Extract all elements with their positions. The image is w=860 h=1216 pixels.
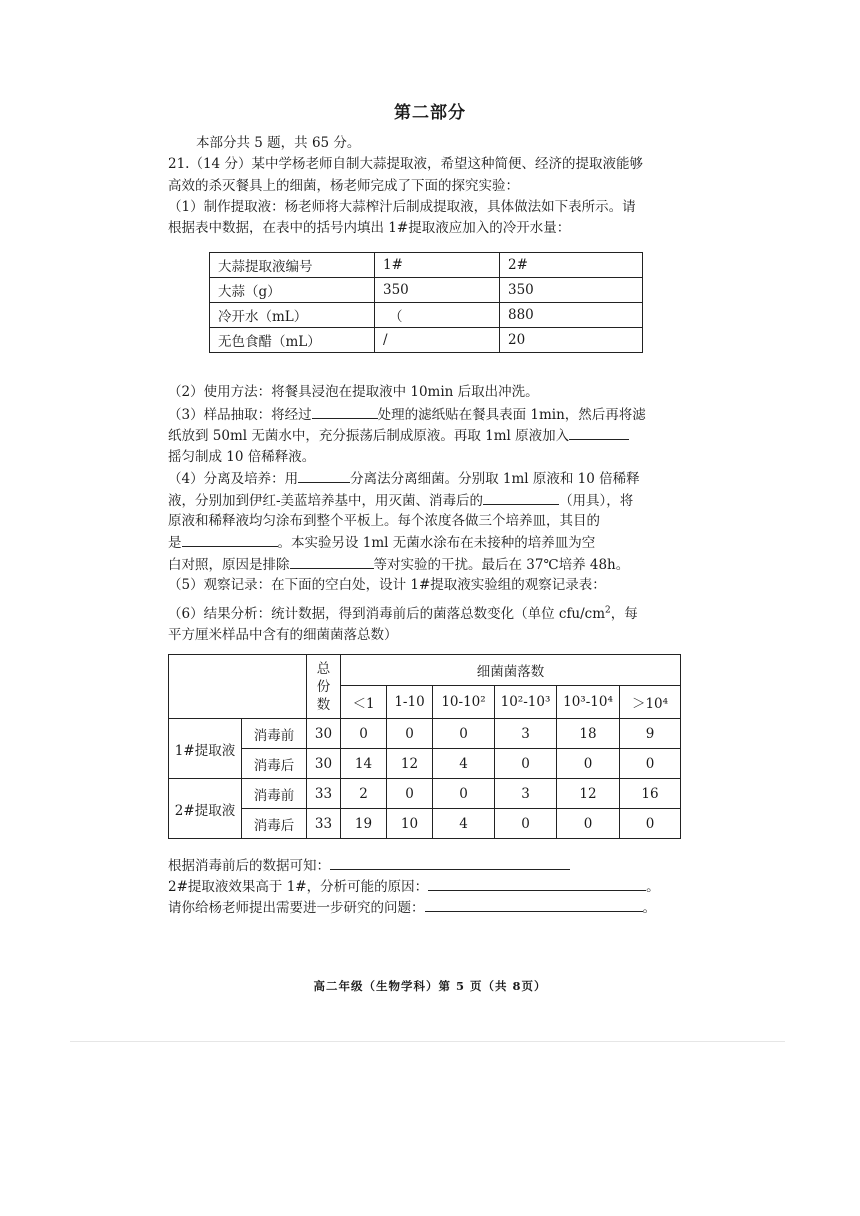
- table-cell: 3: [495, 779, 557, 809]
- section-intro: 本部分共 5 题，共 65 分。: [196, 135, 361, 151]
- extract-recipe-table: [209, 252, 643, 353]
- table-cell: 3: [495, 719, 557, 749]
- part4-line-1: （4）分离及培养：用 分离法分离细菌。分别取 1ml 原液和 10 倍稀释: [168, 468, 640, 489]
- table-cell: 12: [387, 749, 433, 779]
- answer-blank[interactable]: [569, 425, 629, 440]
- table-cell: 2#: [500, 253, 643, 278]
- row-label: 消毒前: [242, 719, 307, 749]
- table-cell: 12: [557, 779, 620, 809]
- range-header: ＜1: [341, 686, 387, 719]
- table-cell: 350: [500, 278, 643, 303]
- part4-line-5: 白对照，原因是排除 等对实验的干扰。最后在 37℃培养 48h。: [168, 554, 629, 575]
- table-row: [169, 719, 681, 749]
- part3-line-3: 摇匀制成 10 倍稀释液。: [168, 449, 316, 465]
- range-header: ＞10⁴: [620, 686, 681, 719]
- total-cell: 30: [307, 719, 341, 749]
- table-cell: 2: [341, 779, 387, 809]
- answer-blank[interactable]: [182, 532, 278, 547]
- table-cell: 350: [375, 278, 500, 303]
- part3-line-2: 纸放到 50ml 无菌水中，充分振荡后制成原液。再取 1ml 原液加入: [168, 425, 629, 446]
- q21-line-3: （1）制作提取液：杨老师将大蒜榨汁后制成提取液，具体做法如下表所示。请: [168, 199, 636, 215]
- table-row: [210, 278, 643, 303]
- table-cell: 9: [620, 719, 681, 749]
- table-corner-cell: [169, 655, 307, 719]
- answer-blank[interactable]: [298, 468, 350, 483]
- table-cell: 大蒜提取液编号: [210, 253, 375, 278]
- table-cell: 19: [341, 809, 387, 839]
- table-cell: 0: [557, 809, 620, 839]
- table-cell: 880: [500, 303, 643, 328]
- range-header: 10³-10⁴: [557, 686, 620, 719]
- table-cell: 无色食醋（mL）: [210, 328, 375, 353]
- table-cell: 20: [500, 328, 643, 353]
- table-cell: 0: [341, 719, 387, 749]
- table-cell: 0: [557, 749, 620, 779]
- table-cell: 0: [495, 809, 557, 839]
- table-row: [169, 809, 681, 839]
- answer-blank[interactable]: [290, 554, 374, 569]
- table-cell: 大蒜（g）: [210, 278, 375, 303]
- range-header: 10²-10³: [495, 686, 557, 719]
- answer-blank[interactable]: [483, 490, 559, 505]
- q21-line-4: 根据表中数据，在表中的括号内填出 1#提取液应加入的冷开水量：: [168, 220, 571, 236]
- table-cell: 14: [341, 749, 387, 779]
- table-row: [169, 779, 681, 809]
- part3-line-1: （3）样品抽取：将经过 处理的滤纸贴在餐具表面 1min，然后再将滤: [168, 404, 646, 425]
- part4-line-4: 是 。本实验另设 1ml 无菌水涂布在未接种的培养皿为空: [168, 532, 595, 553]
- table-cell: 18: [557, 719, 620, 749]
- part6-line-2: 平方厘米样品中含有的细菌菌落总数）: [168, 627, 398, 643]
- q21-line-1: 21.（14 分）某中学杨老师自制大蒜提取液，希望这种简便、经济的提取液能够: [168, 156, 643, 172]
- part2-text: （2）使用方法：将餐具浸泡在提取液中 10min 后取出冲洗。: [168, 384, 539, 400]
- table-row: [210, 328, 643, 353]
- total-cell: 30: [307, 749, 341, 779]
- group-label: 1#提取液: [169, 719, 242, 779]
- answer-blank[interactable]: [312, 404, 378, 419]
- range-header: 1-10: [387, 686, 433, 719]
- table-cell: 10: [387, 809, 433, 839]
- table-cell: 0: [433, 779, 495, 809]
- analysis-question-2: 2#提取液效果高于 1#，分析可能的原因： 。: [168, 876, 660, 897]
- total-cell: 33: [307, 809, 341, 839]
- part6-line-1: （6）结果分析：统计数据，得到消毒前后的菌落总数变化（单位 cfu/$cm^2$，每: [168, 605, 638, 622]
- table-cell: 4: [433, 809, 495, 839]
- table-row: [210, 253, 643, 278]
- table-header-row: [169, 655, 681, 686]
- part4-line-2: 液，分别加到伊红-美蓝培养基中，用灭菌、消毒后的 （用具），将: [168, 490, 633, 511]
- table-cell: 0: [620, 749, 681, 779]
- table-row: [169, 749, 681, 779]
- colony-count-table: [168, 654, 681, 839]
- table-cell: 1#: [375, 253, 500, 278]
- table-cell: 4: [433, 749, 495, 779]
- part4-line-3: 原液和稀释液均匀涂布到整个平板上。每个浓度各做三个培养皿，其目的: [168, 513, 600, 529]
- analysis-question-1: 根据消毒前后的数据可知：: [168, 855, 570, 876]
- page-footer: 高二年级（生物学科）第 5 页（共 8页）: [313, 979, 547, 993]
- table-cell: 冷开水（mL）: [210, 303, 375, 328]
- total-header: 总 份 数: [307, 655, 341, 719]
- table-row: [210, 303, 643, 328]
- answer-blank-cold-water[interactable]: （: [375, 303, 500, 328]
- row-label: 消毒后: [242, 809, 307, 839]
- group-label: 2#提取液: [169, 779, 242, 839]
- table-cell: /: [375, 328, 500, 353]
- table-cell: 0: [433, 719, 495, 749]
- q21-line-2: 高效的杀灭餐具上的细菌，杨老师完成了下面的探究实验：: [168, 178, 519, 194]
- table-cell: 0: [387, 719, 433, 749]
- total-cell: 33: [307, 779, 341, 809]
- analysis-question-3: 请你给杨老师提出需要进一步研究的问题： 。: [168, 897, 656, 918]
- table-cell: 16: [620, 779, 681, 809]
- colony-count-group-header: 细菌菌落数: [341, 655, 681, 686]
- page-divider: [70, 1041, 785, 1042]
- row-label: 消毒后: [242, 749, 307, 779]
- part5-text: （5）观察记录：在下面的空白处，设计 1#提取液实验组的观察记录表：: [168, 577, 606, 593]
- answer-blank[interactable]: [428, 876, 646, 891]
- table-cell: 0: [387, 779, 433, 809]
- answer-blank[interactable]: [330, 855, 570, 870]
- section-title: 第二部分: [394, 103, 466, 123]
- range-header: 10-10²: [433, 686, 495, 719]
- table-cell: 0: [495, 749, 557, 779]
- table-cell: 0: [620, 809, 681, 839]
- row-label: 消毒前: [242, 779, 307, 809]
- answer-blank[interactable]: [425, 897, 643, 912]
